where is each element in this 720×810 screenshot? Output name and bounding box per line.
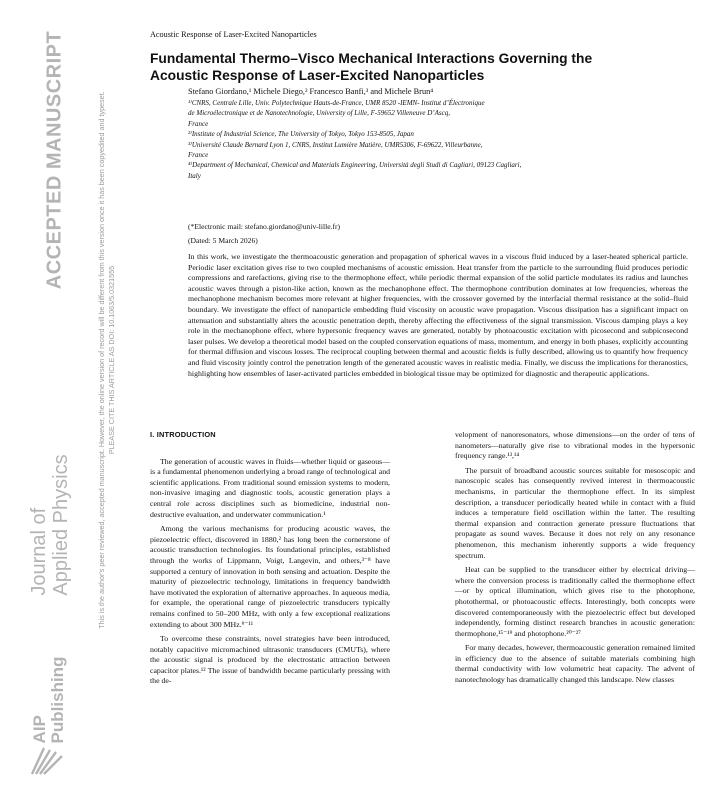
body-paragraph-continued: velopment of nanoresonators, whose dimensions—on the order of tens of nanometers—naturally give rise to vibrational modes in the hypersonic frequency range.¹³,¹⁴ [455, 430, 695, 461]
journal-name-watermark [22, 420, 78, 630]
affiliation-line: ³⁾Université Claude Bernard Lyon 1, CNRS, Institut Lumière Matière, UMR5306, F-69622, Villeurbanne, [188, 140, 483, 149]
body-paragraph: The pursuit of broadband acoustic sources suitable for mesoscopic and nanoscopic scales has consequently revived interest in thermoacoustic mechanisms, in particular the thermophone effect. In its simplest description, a transducer periodically heated while in contact with a fluid induces a temperature field oscillation within the latter. The resulting thermal expansion and contraction generate pressure fluctuations that propagate as sound waves. Because it does not rely on any resonance phenomenon, this mechanism inherently supports a wide frequency spectrum. [455, 465, 695, 560]
body-paragraph: The generation of acoustic waves in fluids—whether liquid or gaseous—is a fundamental phenomenon underlying a broad range of technological and scientific applications. From traditional sound emission systems to modern, non-invasive imaging and diagnostic tools, acoustic generation plays a central role across disciplines such as biomedicine, industrial non-destructive evaluation, and underwater communication.¹ [150, 456, 390, 519]
title-line-1: Fundamental Thermo–Visco Mechanical Interactions Governing the [150, 51, 593, 66]
affiliation-line: ⁴⁾Department of Mechanical, Chemical and Materials Engineering, Università degli Studi di Cagliari, 09123 Cagliari, [188, 161, 522, 170]
journal-sidebar [0, 0, 120, 810]
accepted-manuscript-watermark [40, 0, 70, 320]
affiliation-line: France [188, 151, 209, 160]
running-head: Acoustic Response of Laser-Excited Nanoparticles [150, 30, 317, 39]
body-paragraph: To overcome these constraints, novel strategies have been introduced, notably capacitive micromachined ultrasonic transducers (CMUTs), where the acoustic signal is produced by the electrostatic attraction between capacitor plates.¹² The issue of bandwidth became particularly pressing with the de- [150, 634, 390, 686]
right-column [455, 430, 695, 690]
body-paragraph: Among the various mechanisms for producing acoustic waves, the piezoelectric effect, discovered in 1880,² has long been the cornerstone of acoustic transduction technologies. Its foundational principles, established through the works of Lippmann, Voigt, Langevin, and others,³⁻⁸ have supported a century of innovation in both sensing and actuation. Despite the maturity of piezoelectric technology, limitations in frequency bandwidth have motivated the exploration of alternative approaches. In aqueous media, for example, the operational range of piezoelectric transducers typically remains confined to 50–200 MHz, with only a few exceptional realizations extending to about 300 MHz.⁹⁻¹¹ [150, 524, 390, 629]
disclaimer-doi-line: PLEASE CITE THIS ARTICLE AS DOI: 10.1063/5.0321555 [107, 265, 116, 455]
disclaimer-text [97, 91, 117, 628]
affiliation-line: ²⁾Institute of Industrial Science, The University of Tokyo, Tokyo 153-8505, Japan [188, 130, 414, 139]
body-paragraph: For many decades, however, thermoacoustic generation remained limited in efficiency due to the absence of suitable materials combining high thermal conductivity with low volumetric heat capacity. The advent of nanotechnology has dramatically changed this landscape. New classes [455, 643, 695, 685]
title-line-2: Acoustic Response of Laser-Excited Nanoparticles [150, 68, 485, 83]
affiliations [188, 98, 688, 181]
journal-line-2: Applied Physics [50, 454, 72, 596]
accepted-manuscript-text: ACCEPTED MANUSCRIPT [43, 30, 66, 290]
author-list: Stefano Giordano,¹ Michele Diego,² Francesco Banfi,³ and Michele Brun⁴ [188, 87, 434, 96]
journal-line-1: Journal of [28, 507, 50, 596]
affiliation-line: France [188, 119, 209, 128]
corresponding-email: (*Electronic mail: stefano.giordano@univ-lille.fr) [188, 222, 341, 231]
disclaimer-line-1: This is the author's peer reviewed, accepted manuscript. However, the online version of record will be different from this version once it has been copyedited and typeset. [97, 91, 106, 629]
affiliation-line: de Microélectronique et de Nanotechnologie, University of Lille, F-59652 Villeneuve D’Ascq, [188, 109, 450, 118]
section-heading-introduction: I. INTRODUCTION [150, 430, 216, 439]
publisher-text [31, 657, 67, 744]
abstract: In this work, we investigate the thermoacoustic generation and propagation of spherical waves in a viscous fluid induced by a laser-heated spherical particle. Periodic laser excitation gives rise to two coupled mechanisms of acoustic emission. Heat transfer from the particle to the surrounding fluid produces periodic compressions and rarefactions, giving rise to the thermophone effect, while periodic thermal expansion of the solid particle modulates its radius and launches acoustic waves through a piston-like action, known as the mechanophone effect. The thermophone contribution dominates at low frequencies, whereas the mechanophone mechanism becomes more relevant at higher frequencies, with the crossover governed by the interfacial thermal resistance at the solid–fluid boundary. We investigate the effect of nanoparticle embedding fluid viscosity on acoustic wave propagation. Viscous dissipation has a significant impact on attenuation and substantially alters the acoustic penetration depth, thereby affecting the effectiveness of the signal transmission. Viscous damping plays a key role in the mechanophone effect, where hypersonic frequency waves are generated, notably by photoacoustic excitation with picosecond and subpicosecond laser pulses. We develop a theoretical model based on the coupled conservation equations of mass, momentum, and energy in both phases, explicitly accounting for thermal diffusion and viscous losses. The reciprocal coupling between thermal and acoustic fields is fully described, allowing us to quantify how frequency and fluid viscosity jointly control the penetration length of the generated acoustic waves in realistic media. Finally, we discuss the implications for theranostics, highlighting how ensembles of laser-activated particles embedded in biological tissue may be optimized for diagnostic and therapeutic applications. [188, 252, 688, 378]
aip-logo-icon [30, 742, 64, 776]
paper-title [150, 50, 695, 84]
body-paragraph: Heat can be supplied to the transducer either by electrical driving—where the conversion process is traditionally called the thermophone effect—or by optical illumination, which gives rise to the photophone, photothermal, or photoacoustic effects. Interestingly, both concepts were discovered contemporaneously with the piezoelectric effect but developed independently, forming distinct research branches in acoustic generation: thermophone,¹⁵⁻¹⁹ and photophone.²⁰⁻²⁷ [455, 565, 695, 638]
affiliation-line: ¹⁾CNRS, Centrale Lille, Univ. Polytechnique Hauts-de-France, UMR 8520 -IEMN- Institut d’Électronique [188, 99, 485, 107]
publisher-line-2: Publishing [48, 656, 67, 744]
date-line: (Dated: 5 March 2026) [188, 236, 258, 245]
affiliation-line: Italy [188, 171, 201, 180]
journal-name-text [28, 454, 72, 595]
left-column [150, 430, 390, 691]
disclaimer-watermark [92, 40, 122, 680]
publisher-line-1: AIP [30, 715, 49, 744]
